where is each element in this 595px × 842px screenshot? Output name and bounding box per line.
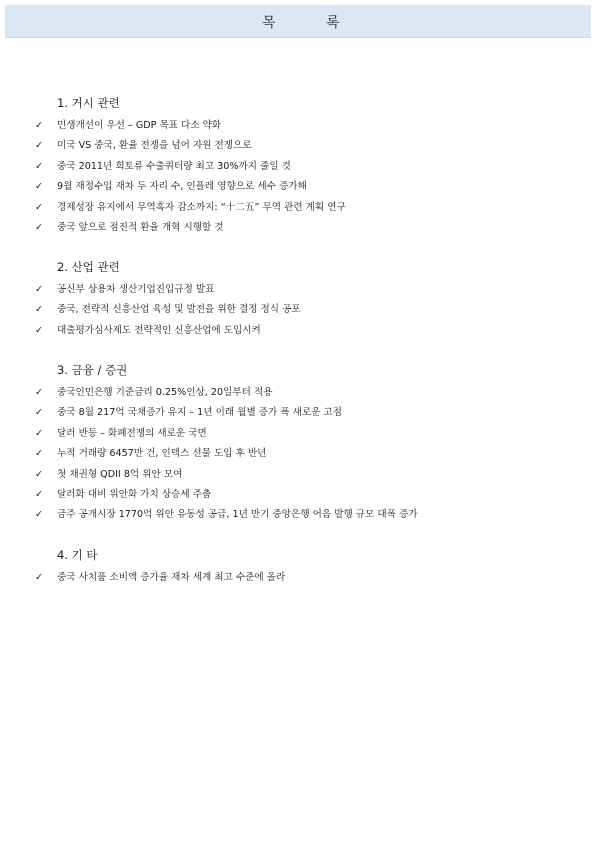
toc-item-text: 민생개선이 우선 – GDP 목표 다소 약화 xyxy=(57,120,222,131)
section-etc xyxy=(35,545,575,588)
toc-item-text: 미국 VS 중국, 환율 전쟁을 넘어 자원 전쟁으로 xyxy=(57,140,252,152)
toc-item-text: 누적 거래량 6457만 건, 인덱스 선물 도입 후 반년 xyxy=(57,448,267,460)
section-finance xyxy=(35,360,575,526)
check-icon: ✓ xyxy=(35,427,43,439)
check-icon: ✓ xyxy=(35,160,43,172)
check-icon: ✓ xyxy=(35,201,43,213)
toc-item[interactable] xyxy=(35,300,575,320)
toc-item-text: 달러 반등 – 화폐전쟁의 새로운 국면 xyxy=(57,427,207,439)
toc-item[interactable] xyxy=(35,383,575,403)
toc-item[interactable] xyxy=(35,403,575,423)
check-icon: ✓ xyxy=(35,140,43,152)
section-macro xyxy=(35,93,575,238)
check-icon: ✓ xyxy=(35,120,43,131)
check-icon: ✓ xyxy=(35,387,43,398)
check-icon: ✓ xyxy=(35,181,43,193)
toc-item-text: 중국인민은행 기준금리 0.25%인상, 20일부터 적용 xyxy=(57,387,273,398)
check-icon: ✓ xyxy=(35,509,43,521)
check-icon: ✓ xyxy=(35,488,43,500)
section-heading: 2. 산업 관련 xyxy=(57,260,120,274)
toc-item-text: 중국 2011년 희토류 수출쿼터량 최고 30%까지 줄일 것 xyxy=(57,160,291,172)
toc-item-text: 대출평가심사제도 전략적인 신흥산업에 도입시켜 xyxy=(57,324,261,336)
toc-item[interactable] xyxy=(35,218,575,238)
toc-item-text: 금주 공개시장 1770억 위안 유동성 공급, 1년 만기 중앙은행 어음 발행 규모 대폭 증가 xyxy=(57,509,418,521)
section-heading: 4. 기 타 xyxy=(57,548,98,562)
toc-item[interactable] xyxy=(35,321,575,341)
check-icon: ✓ xyxy=(35,304,43,316)
check-icon: ✓ xyxy=(35,324,43,336)
toc-item-text: 중국 앞으로 점진적 환율 개혁 시행할 것 xyxy=(57,221,224,233)
section-industry xyxy=(35,257,575,341)
toc-item-text: 공신부 상용차 생산기업진입규정 발표 xyxy=(57,284,215,295)
toc-item[interactable] xyxy=(35,444,575,464)
toc-item-text: 달러화 대비 위안화 가치 상승세 주춤 xyxy=(57,488,212,500)
toc-item[interactable] xyxy=(35,280,575,300)
check-icon: ✓ xyxy=(35,284,43,295)
check-icon: ✓ xyxy=(35,468,43,480)
toc-item[interactable] xyxy=(35,485,575,505)
toc-item[interactable] xyxy=(35,198,575,218)
toc-title-char-2: 록 xyxy=(326,15,340,31)
toc-item[interactable] xyxy=(35,465,575,485)
toc-item-text: 9월 재정수입 재차 두 자리 수, 인플레 영향으로 세수 증가해 xyxy=(57,181,307,193)
toc-item-text: 첫 채권형 QDII 8억 위안 모여 xyxy=(57,468,183,480)
toc-item[interactable] xyxy=(35,116,575,136)
toc-item-text: 중국, 전략적 신흥산업 육성 및 발전을 위한 결정 정식 공포 xyxy=(57,304,301,316)
check-icon: ✓ xyxy=(35,407,43,419)
toc-item[interactable] xyxy=(35,157,575,177)
toc-title-bar xyxy=(5,5,591,38)
toc-item[interactable] xyxy=(35,177,575,197)
toc-title-char-1: 목 xyxy=(262,15,276,31)
check-icon: ✓ xyxy=(35,572,43,583)
section-heading: 3. 금융 / 증권 xyxy=(57,363,128,377)
toc-item[interactable] xyxy=(35,505,575,525)
toc-item[interactable] xyxy=(35,424,575,444)
check-icon: ✓ xyxy=(35,448,43,460)
toc-item-text: 중국 8월 217억 국채증가 유지 – 1년 이래 월별 증가 폭 새로운 고점 xyxy=(57,407,343,419)
toc-item[interactable] xyxy=(35,136,575,156)
section-heading: 1. 거시 관련 xyxy=(57,96,120,110)
check-icon: ✓ xyxy=(35,221,43,233)
toc-item[interactable] xyxy=(35,568,575,588)
toc-item-text: 중국 사치품 소비액 증가율 재차 세계 최고 수준에 올라 xyxy=(57,572,286,583)
toc-item-text: 경제성장 유지에서 무역흑자 감소까지: “十二五” 무역 관련 계획 연구 xyxy=(57,201,346,213)
